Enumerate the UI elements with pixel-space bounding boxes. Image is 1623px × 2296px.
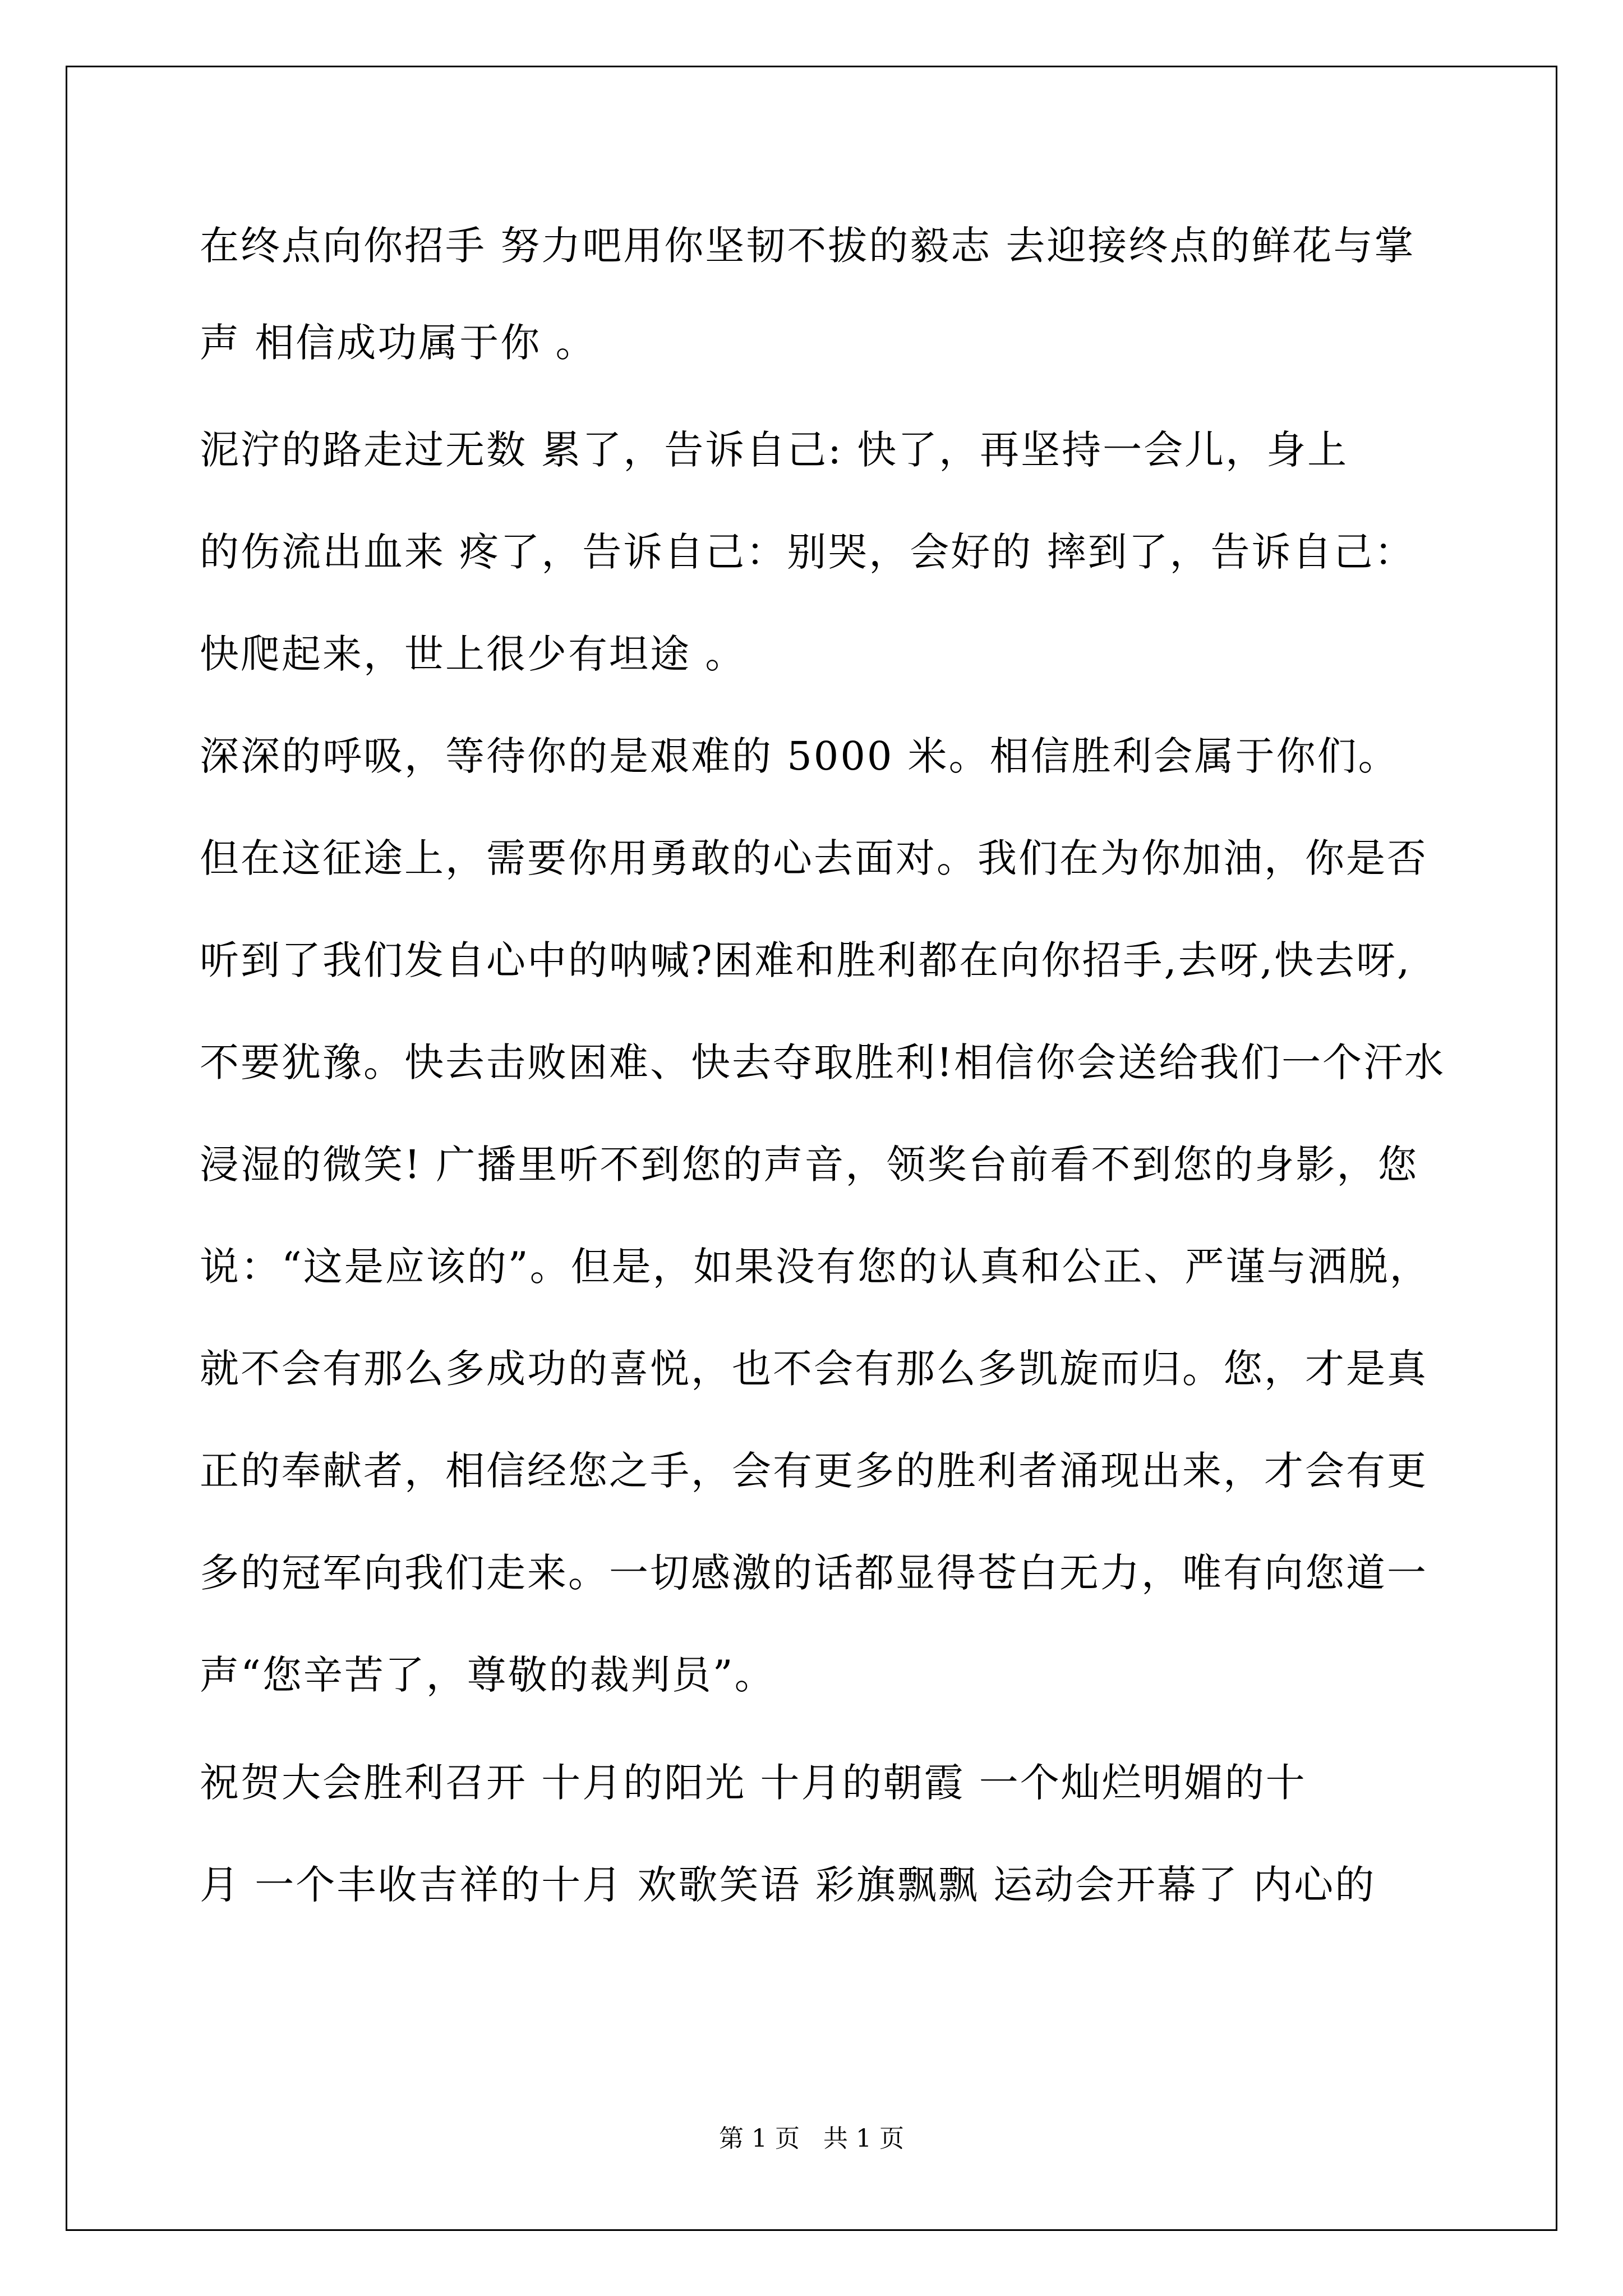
text-line: 在终点向你招手 努力吧用你坚韧不拔的毅志 去迎接终点的鲜花与掌: [200, 223, 1415, 269]
text-line: 声“您辛苦了，尊敬的裁判员”。: [200, 1652, 776, 1698]
text-line: 不要犹豫。快去击败困难、快去夺取胜利!相信你会送给我们一个汗水: [200, 1039, 1446, 1085]
text-line: 声 相信成功属于你 。: [200, 320, 597, 366]
text-line: 快爬起来，世上很少有坦途 。: [200, 631, 746, 677]
page-number-footer: 第 1 页 共 1 页: [719, 2124, 904, 2153]
text-line: 多的冠军向我们走来。一切感激的话都显得苍白无力，唯有向您道一: [200, 1550, 1428, 1596]
text-line: 说：“这是应该的”。但是，如果没有您的认真和公正、严谨与洒脱，: [200, 1244, 1431, 1290]
text-line: 就不会有那么多成功的喜悦，也不会有那么多凯旋而归。您，才是真: [200, 1346, 1428, 1392]
text-line: 的伤流出血来 疼了，告诉自己：别哭，会好的 摔到了，告诉自己：: [200, 529, 1415, 575]
text-line: 正的奉献者，相信经您之手，会有更多的胜利者涌现出来，才会有更: [200, 1448, 1428, 1494]
text-line: 泥泞的路走过无数 累了，告诉自己: 快了，再坚持一会儿，身上: [200, 427, 1349, 473]
text-line: 祝贺大会胜利召开 十月的阳光 十月的朝霞 一个灿烂明媚的十: [200, 1760, 1307, 1806]
text-line: 但在这征途上，需要你用勇敢的心去面对。我们在为你加油，你是否: [200, 835, 1428, 881]
text-line: 深深的呼吸，等待你的是艰难的 5000 米。相信胜利会属于你们。: [200, 733, 1399, 779]
text-line: 听到了我们发自心中的呐喊?困难和胜利都在向你招手,去呀,快去呀,: [200, 937, 1412, 983]
text-line: 月 一个丰收吉祥的十月 欢歌笑语 彩旗飘飘 运动会开幕了 内心的: [200, 1862, 1376, 1908]
text-line: 浸湿的微笑! 广播里听不到您的声音，领奖台前看不到您的身影，您: [200, 1142, 1419, 1188]
